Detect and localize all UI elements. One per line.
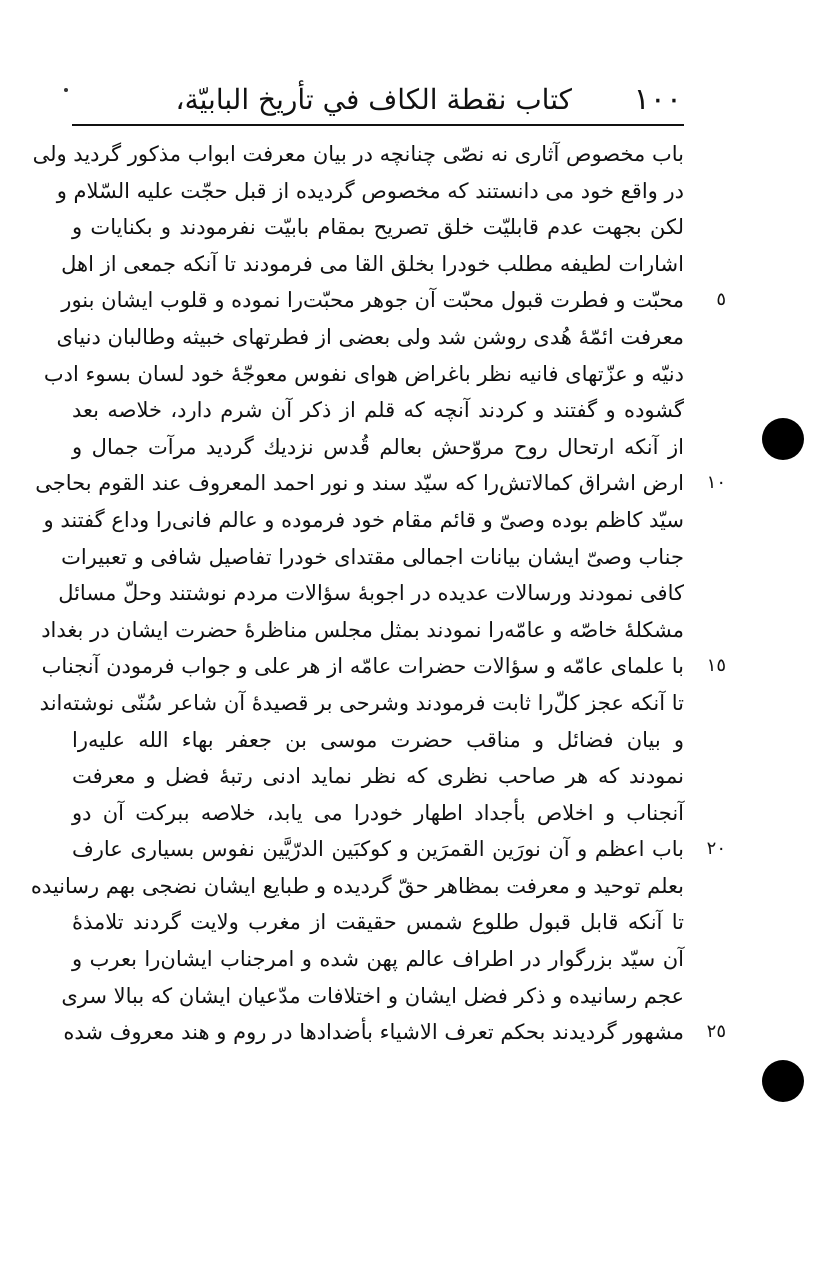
running-title: کتاب نقطة الکاف في تأریخ البابیّة،: [175, 83, 572, 116]
text-line: [72, 941, 684, 978]
line-text: و بیان فضائل و مناقب حضرت موسی بن جعفر بهاء الله علیه‌را: [72, 727, 684, 752]
line-text: محبّت و فطرت قبول محبّت آن جوهر محبّت‌را نموده و قلوب ایشان بنور: [61, 288, 684, 313]
text-line: [32, 136, 684, 173]
page-header: [72, 80, 682, 124]
text-line: [72, 831, 726, 868]
line-text: عجم رسانیده و ذکر فضل ایشان و اختلافات مدّعیان ایشان که ببالا سری: [61, 983, 684, 1008]
line-text: تا آنکه قابل قبول طلوع شمس حقیقت از مغرب ولایت گردند تلامذهٔ: [72, 910, 684, 935]
line-text: مشکلهٔ خاصّه و عامّه‌را نمودند بمثل مجلس مناظرهٔ حضرت ایشان در بغداد: [41, 617, 684, 642]
line-text: با علمای عامّه و سؤالات حضرات عامّه از هر علی و جواب فرمودن آنجناب: [41, 654, 684, 679]
line-text: دنیّه و عزّتهای فانیه نظر باغراض هوای نفوس معوجّهٔ خود لسان بسوء ادب: [43, 361, 684, 386]
text-line: [72, 722, 684, 759]
text-line: [63, 1014, 726, 1051]
line-text: از آنکه ارتحال روح مروّحش بعالم قُدس نزدیك گردید مرآت جمال و: [72, 434, 684, 459]
text-line: [61, 246, 684, 283]
text-line: [61, 539, 684, 576]
text-line: [72, 758, 684, 795]
text-line: [30, 868, 684, 905]
text-line: [61, 978, 684, 1015]
text-line: [41, 612, 684, 649]
line-text: سیّد کاظم بوده وصیّ و قائم مقام خود فرموده و عالم فانی‌را وداع گفتند و: [43, 507, 684, 532]
text-line: [35, 465, 726, 502]
line-number: ٢٠: [706, 838, 726, 860]
text-line: [43, 502, 684, 539]
line-text: آن سیّد بزرگوار در اطراف عالم پهن شده و امرجناب ایشان‌را بعرب و: [72, 947, 684, 972]
body-text: [30, 136, 726, 1051]
line-text: معرفت ائمّهٔ هُدی روشن شد ولی بعضی از فطرتهای خبیثه وطالبان دنیای: [56, 324, 684, 349]
line-number: ١٥: [706, 655, 726, 677]
page-number: ١٠٠: [633, 82, 682, 117]
text-line: [72, 904, 684, 941]
text-line: [56, 173, 684, 210]
line-text: گشوده و گفتند و کردند آنچه که قلم از ذکر آن شرم دارد، خلاصه بعد: [72, 398, 684, 423]
text-line: [39, 685, 684, 722]
line-text: ارض اشراق کمالاتش‌را که سیّد سند و نور احمد المعروف عند القوم بحاجی: [35, 471, 684, 496]
punch-hole-top: [762, 418, 804, 460]
line-text: اشارات لطیفه مطلب خودرا بخلق القا می فرمودند تا آنکه جمعی از اهل: [61, 251, 684, 276]
line-text: در واقع خود می دانستند که مخصوص گردیده از قبل حجّت علیه السّلام و: [56, 178, 684, 203]
text-line: [58, 575, 684, 612]
line-text: نمودند که هر صاحب نظری که نظر نماید ادنی رتبهٔ فضل و معرفت: [72, 764, 684, 789]
line-text: کافی نمودند ورسالات عدیده در اجوبهٔ سؤالات مردم نوشتند وحلّ مسائل: [58, 581, 684, 606]
line-number: ١٠: [706, 472, 726, 494]
line-text: باب مخصوص آثاری نه نصّی چنانچه در بیان معرفت ابواب مذکور گردید ولی: [32, 142, 684, 166]
line-text: آنجناب و اخلاص بأجداد اطهار خودرا می یابد، خلاصه ببرکت آن دو: [72, 800, 684, 825]
line-text: تا آنکه عجز کلّ‌را ثابت فرمودند وشرحی بر قصیدهٔ آن شاعر سُنّی نوشته‌اند: [39, 690, 684, 715]
line-text: لکن بجهت عدم قابلیّت خلق تصریح بمقام بابیّت نفرمودند و بکنایات و: [72, 215, 684, 240]
ink-speck: [64, 88, 68, 92]
text-line: [72, 209, 684, 246]
text-line: [61, 282, 726, 319]
text-line: [41, 648, 726, 685]
text-line: [72, 392, 684, 429]
text-line: [72, 429, 684, 466]
text-line: [56, 319, 684, 356]
line-text: جناب وصیّ ایشان بیانات اجمالی مقتدای خودرا تفاصیل شافی و تعبیرات: [61, 544, 684, 569]
line-text: باب اعظم و آن نورَین القمرَین و کوکبَین الدرّیَّین نفوس بسیاری عارف: [72, 837, 684, 862]
header-rule: [72, 124, 684, 126]
text-line: [43, 356, 684, 393]
line-number: ٥: [716, 289, 726, 311]
line-text: بعلم توحید و معرفت بمظاهر حقّ گردیده و طبایع ایشان نضجی بهم رسانیده: [30, 873, 684, 898]
punch-hole-bottom: [762, 1060, 804, 1102]
text-line: [72, 795, 684, 832]
line-text: مشهور گردیدند بحکم تعرف الاشیاء بأضدادها در روم و هند معروف شده: [63, 1020, 684, 1045]
line-number: ٢٥: [706, 1021, 726, 1043]
